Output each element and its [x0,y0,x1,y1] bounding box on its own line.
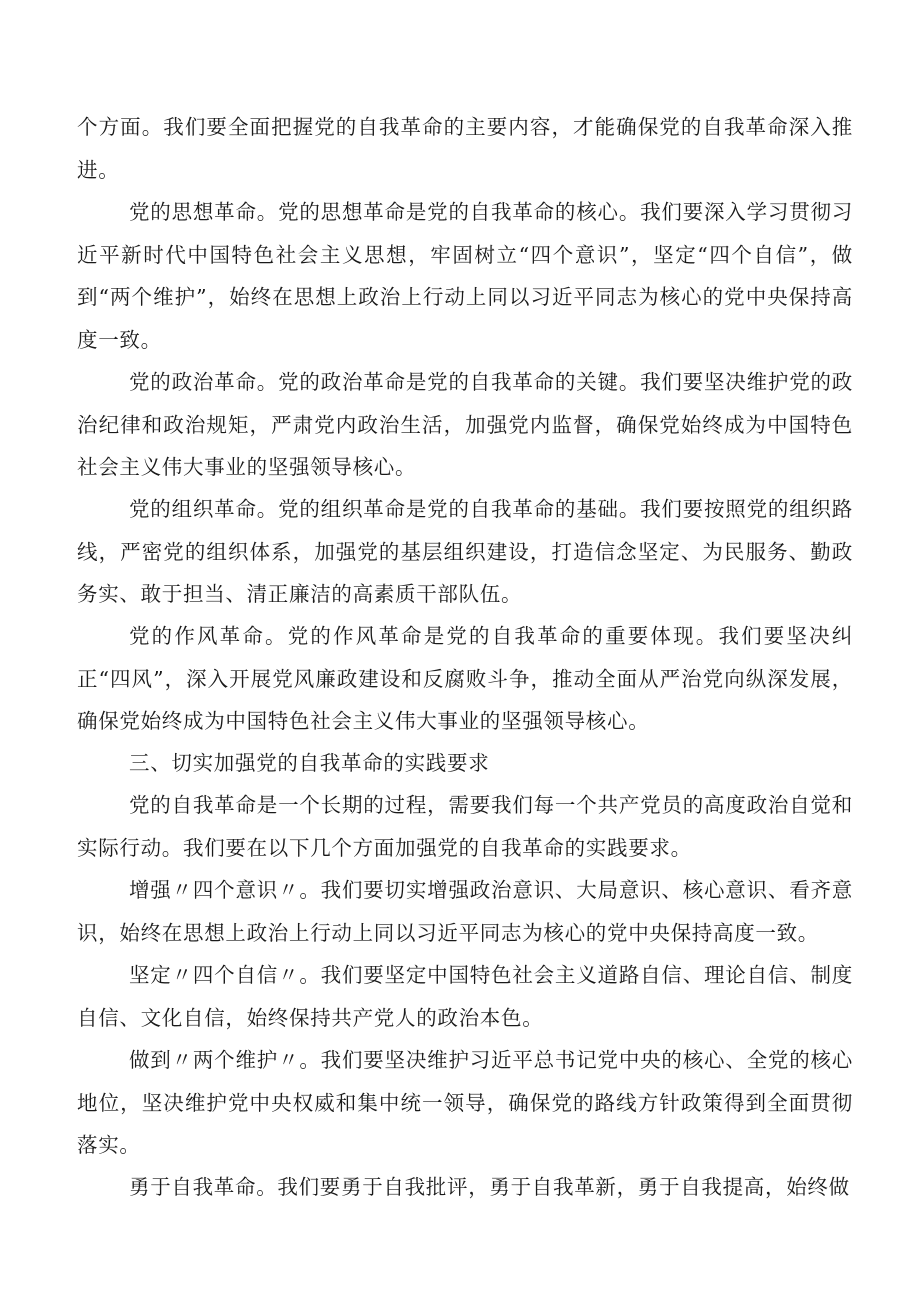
paragraph-four-confidence: 坚定〃四个自信〃。我们要坚定中国特色社会主义道路自信、理论自信、制度自信、文化自信，始终保持共产党人的政治本色。 [77,963,853,1030]
paragraph-two-upholds: 做到〃两个维护〃。我们要坚决维护习近平总书记党中央的核心、全党的核心地位，坚决维护党中央权威和集中统一领导，确保党的路线方针政策得到全面贯彻落实。 [77,1048,853,1157]
section-heading-3: 三、切实加强党的自我革命的实践要求 [129,751,490,775]
paragraph-style-revolution: 党的作风革命。党的作风革命是党的自我革命的重要体现。我们要坚决纠正“四风”，深入开展党风廉政建设和反腐败斗争，推动全面从严治党向纵深发展，确保党始终成为中国特色社会主义伟大事业的坚强领导核心。 [77,624,853,733]
paragraph-four-consciousness: 增强〃四个意识〃。我们要切实增强政治意识、大局意识、核心意识、看齐意识，始终在思想上政治上行动上同以习近平同志为核心的党中央保持高度一致。 [77,878,853,945]
paragraph-practice-requirements: 党的自我革命是一个长期的过程，需要我们每一个共产党员的高度政治自觉和实际行动。我们要在以下几个方面加强党的自我革命的实践要求。 [77,793,853,860]
paragraph-organizational-revolution: 党的组织革命。党的组织革命是党的自我革命的基础。我们要按照党的组织路线，严密党的组织体系，加强党的基层组织建设，打造信念坚定、为民服务、勤政务实、敢于担当、清正廉洁的高素质干部队伍。 [77,497,853,606]
paragraph-ideological-revolution: 党的思想革命。党的思想革命是党的自我革命的核心。我们要深入学习贯彻习近平新时代中国特色社会主义思想，牢固树立“四个意识”，坚定“四个自信”，做到“两个维护”，始终在思想上政治上行动上同以习近平同志为核心的党中央保持高度一致。 [77,200,853,352]
paragraph-political-revolution: 党的政治革命。党的政治革命是党的自我革命的关键。我们要坚决维护党的政治纪律和政治规矩，严肃党内政治生活，加强党内监督，确保党始终成为中国特色社会主义伟大事业的坚强领导核心。 [77,370,853,479]
paragraph-continuation: 个方面。我们要全面把握党的自我革命的主要内容，才能确保党的自我革命深入推进。 [77,115,853,182]
paragraph-self-revolution: 勇于自我革命。我们要勇于自我批评，勇于自我革新，勇于自我提高，始终做 [129,1175,850,1199]
